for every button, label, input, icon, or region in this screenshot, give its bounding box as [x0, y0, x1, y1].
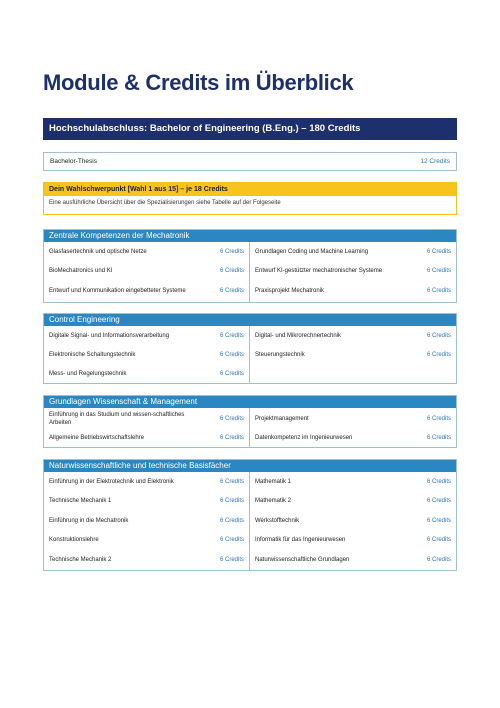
- module-name: Einführung in der Elektrotechnik und Elektronik: [49, 478, 174, 485]
- module-name: Elektronische Schaltungstechnik: [49, 351, 136, 358]
- module-row: [250, 429, 456, 447]
- module-credits: 6 Credits: [219, 435, 244, 441]
- page-title: Module & Credits im Überblick: [43, 70, 354, 95]
- module-credits: 6 Credits: [426, 351, 451, 358]
- module-credits: 6 Credits: [219, 288, 244, 294]
- module-row: [44, 531, 249, 551]
- module-name: Technische Mechanik 2: [49, 556, 112, 563]
- module-row: [44, 261, 249, 280]
- module-row: [44, 345, 249, 364]
- module-credits: 6 Credits: [219, 370, 244, 377]
- module-row: [44, 408, 249, 429]
- module-row: [44, 280, 249, 302]
- module-row: [250, 326, 456, 345]
- module-credits: 6 Credits: [219, 478, 244, 485]
- module-credits: 6 Credits: [426, 248, 451, 255]
- thesis-credits: 12 Credits: [420, 158, 450, 165]
- module-row: [250, 550, 456, 570]
- module-name: Werkstofftechnik: [255, 517, 300, 524]
- degree-banner: Hochschulabschluss: Bachelor of Engineering (B.Eng.) – 180 Credits: [43, 118, 457, 140]
- section-title: Naturwissenschaftliche und technische Basisfächer: [44, 460, 456, 472]
- module-credits: 6 Credits: [219, 537, 244, 544]
- module-row: [44, 511, 249, 531]
- module-row: [44, 472, 249, 492]
- module-name: Mathematik 2: [255, 498, 292, 505]
- module-name: Digitale Signal- und Informationsverarbeitung: [49, 332, 170, 339]
- module-credits: 6 Credits: [426, 435, 451, 441]
- section-zentrale-kompetenzen: [43, 229, 457, 303]
- module-credits: 6 Credits: [426, 478, 451, 485]
- module-credits: 6 Credits: [219, 498, 244, 505]
- module-row: [250, 492, 456, 512]
- module-name: Konstruktionslehre: [49, 537, 99, 544]
- module-name: Praxisprojekt Mechatronik: [255, 288, 325, 294]
- module-credits: 6 Credits: [426, 556, 451, 563]
- module-row: [250, 280, 456, 302]
- section-basisfaecher: [43, 459, 457, 571]
- module-credits: 6 Credits: [426, 288, 451, 294]
- module-row: [250, 345, 456, 364]
- module-credits: 6 Credits: [426, 537, 451, 544]
- module-credits: 6 Credits: [426, 332, 451, 339]
- module-credits: 6 Credits: [219, 332, 244, 339]
- wahlschwerpunkt-title: Dein Wahlschwerpunkt [Wahl 1 aus 15] – je 18 Credits: [44, 183, 456, 196]
- section-title: Zentrale Kompetenzen der Mechatronik: [44, 230, 456, 242]
- module-name: Projektmanagement: [255, 415, 309, 422]
- section-grundlagen-wissenschaft: [43, 395, 457, 448]
- module-name: Naturwissenschaftliche Grundlagen: [255, 556, 350, 563]
- module-row: [44, 429, 249, 447]
- module-credits: 6 Credits: [426, 517, 451, 524]
- thesis-name: Bachelor-Thesis: [50, 158, 97, 165]
- module-row: [250, 242, 456, 261]
- module-name: Einführung in das Studium und wissen-schaftliches Arbeiten: [49, 411, 185, 426]
- module-row: [250, 511, 456, 531]
- module-name: Datenkompetenz im Ingenieurwesen: [255, 435, 353, 441]
- wahlschwerpunkt-box: [43, 182, 457, 215]
- module-credits: 6 Credits: [426, 498, 451, 505]
- module-credits: 6 Credits: [219, 351, 244, 358]
- module-row: [250, 408, 456, 429]
- module-name: Technische Mechanik 1: [49, 498, 112, 505]
- module-name: Glasfasertechnik und optische Netze: [49, 248, 147, 255]
- module-name: Entwurf KI-gestützter mechatronischer Systeme: [255, 267, 383, 274]
- thesis-row: [43, 152, 457, 171]
- wahlschwerpunkt-description: Eine ausführliche Übersicht über die Spezialisierungen siehe Tabelle auf der Folgeseite: [49, 200, 281, 206]
- module-row: [250, 261, 456, 280]
- module-credits: 6 Credits: [426, 415, 451, 422]
- module-row: [44, 326, 249, 345]
- module-name: Digital- und Mikrorechnertechnik: [255, 332, 342, 339]
- module-row: [250, 531, 456, 551]
- module-name: Grundlagen Coding und Machine Learning: [255, 248, 369, 255]
- section-title: Grundlagen Wissenschaft & Management: [44, 396, 456, 408]
- module-name: Informatik für das Ingenieurwesen: [255, 537, 346, 544]
- module-row: [44, 364, 249, 383]
- module-name: BioMechatronics und KI: [49, 267, 113, 274]
- section-title: Control Engineering: [44, 314, 456, 326]
- module-name: Einführung in die Mechatronik: [49, 517, 129, 524]
- module-name: Entwurf und Kommunikation eingebetteter Systeme: [49, 288, 186, 294]
- module-name: Steuerungstechnik: [255, 351, 305, 358]
- module-name: Mathematik 1: [255, 478, 292, 485]
- module-row: [250, 472, 456, 492]
- section-control-engineering: [43, 313, 457, 384]
- module-row: [44, 242, 249, 261]
- module-credits: 6 Credits: [219, 415, 244, 422]
- module-credits: 6 Credits: [219, 267, 244, 274]
- module-row: [44, 550, 249, 570]
- module-name: Allgemeine Betriebswirtschaftslehre: [49, 435, 145, 441]
- module-credits: 6 Credits: [219, 248, 244, 255]
- module-credits: 6 Credits: [219, 556, 244, 563]
- module-credits: 6 Credits: [426, 267, 451, 274]
- module-name: Mess- und Regelungstechnik: [49, 370, 127, 377]
- module-credits: 6 Credits: [219, 517, 244, 524]
- module-row: [44, 492, 249, 512]
